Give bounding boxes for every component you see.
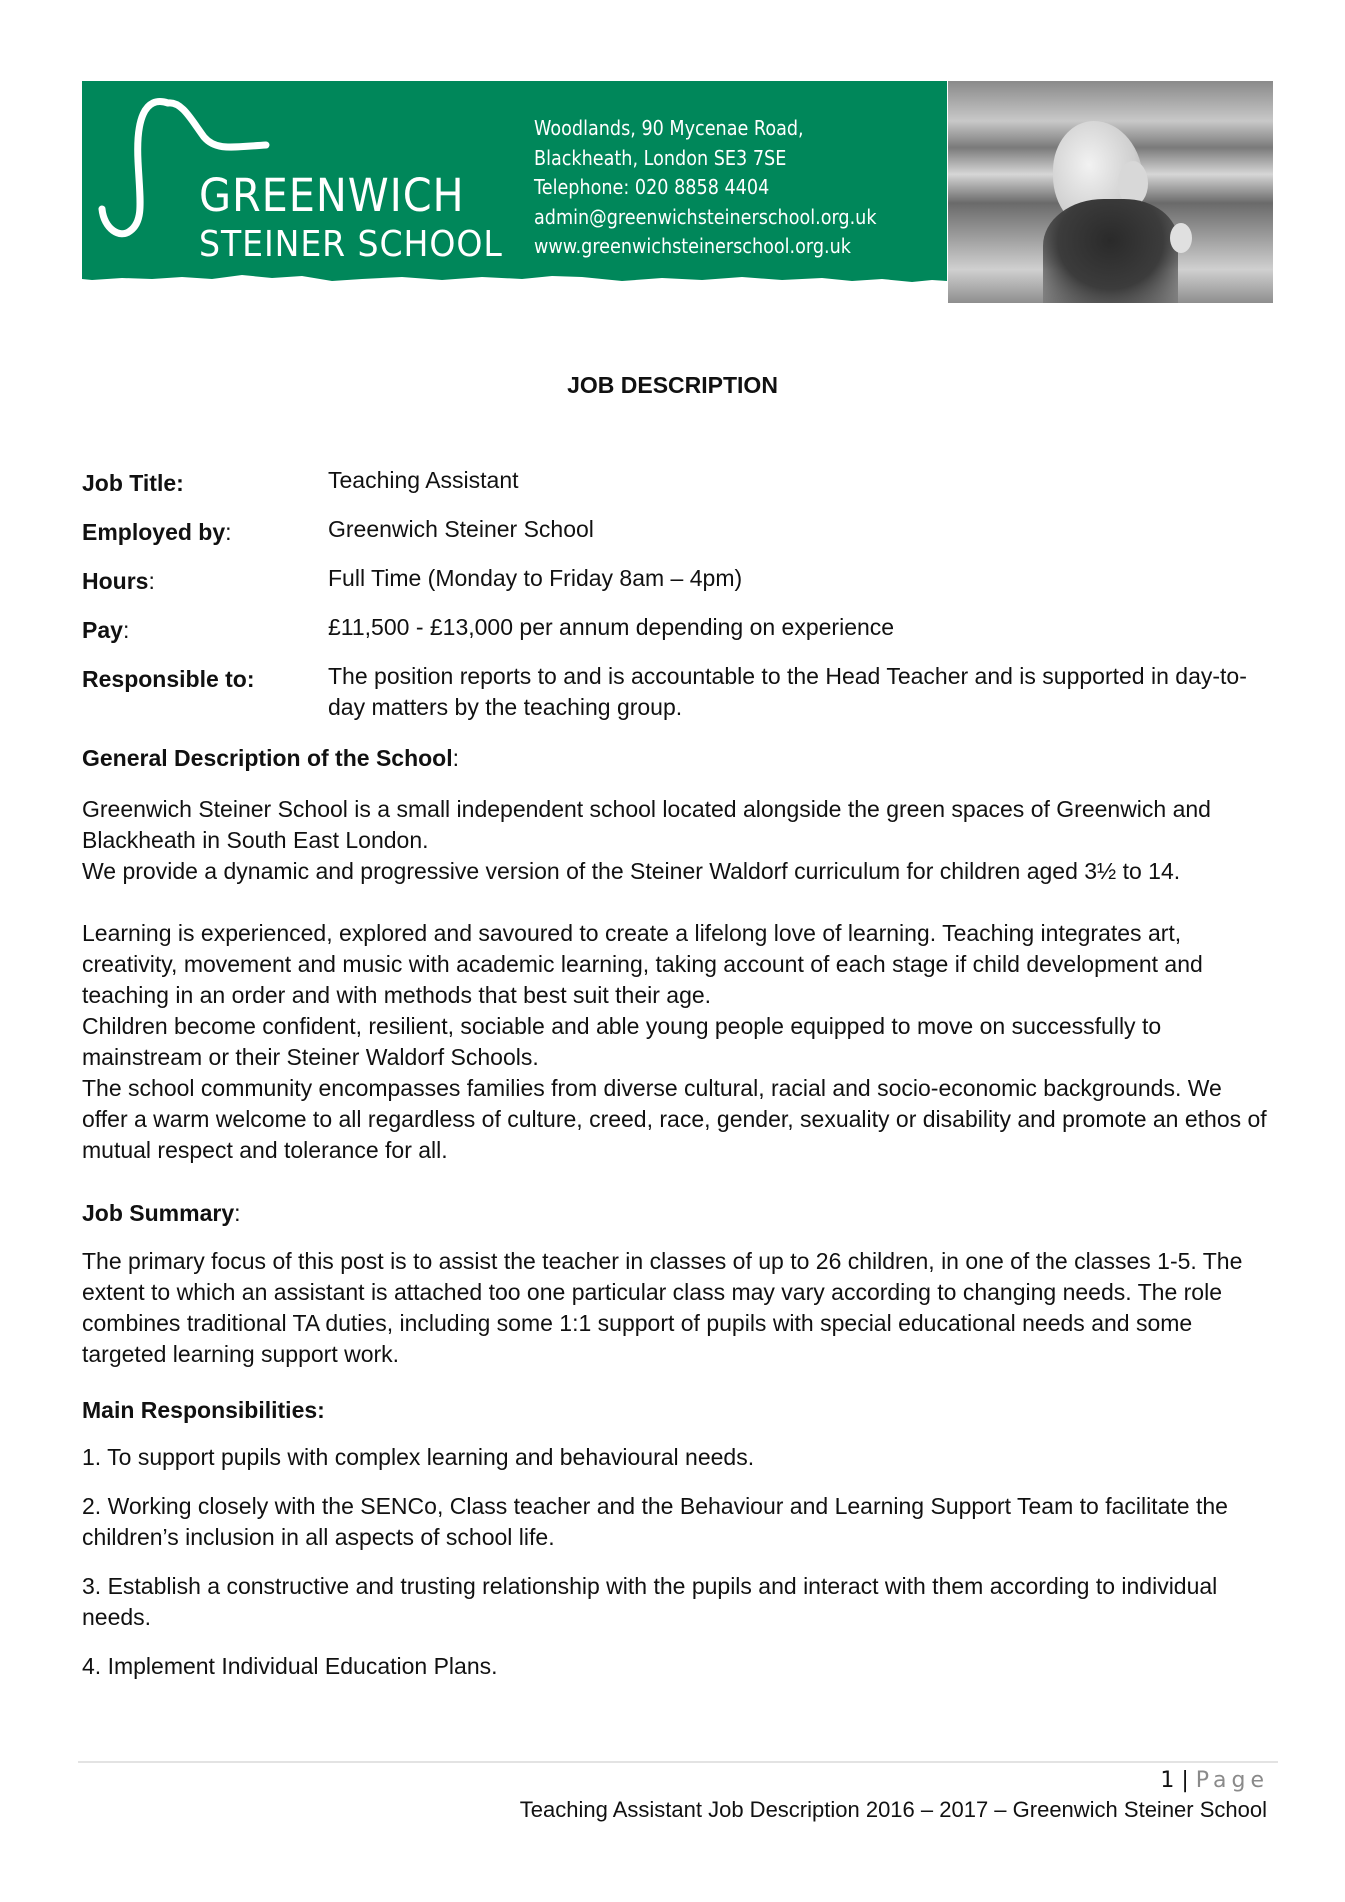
field-value-responsible-to: The position reports to and is accountable to the Head Teacher and is supported in day-to-day matters by the teaching group. [328,663,1247,720]
section-heading-general-description: General Description of the School: [82,745,460,771]
contact-address-line1: Woodlands, 90 Mycenae Road, [534,116,804,140]
section-heading-job-summary: Job Summary: [82,1200,241,1226]
field-label-responsible-to: Responsible to: [82,666,255,692]
logo-wordmark-line1: GREENWICH [199,169,465,222]
responsibility-item-1: 1. To support pupils with complex learning and behavioural needs. [82,1444,755,1470]
contact-telephone: Telephone: 020 8858 4404 [534,175,770,199]
photo-hand [1170,223,1192,253]
field-value-employed-by: Greenwich Steiner School [328,516,594,542]
general-description-paragraph-1: Greenwich Steiner School is a small independent school located alongside the green spaces of Greenwich and Blackheath in South East London. [82,796,1211,853]
page-number [1160,1768,1269,1793]
photo-coat [1043,199,1178,303]
field-label-hours: Hours: [82,568,155,594]
general-description-paragraph-3: Learning is experienced, explored and savoured to create a lifelong love of learning. Teaching integrates art, creativity, movement and music with academic learning, taking account of each stage if child development and teaching in an order and with methods that best suit their age. [82,920,1203,1008]
contact-address-line2: Blackheath, London SE3 7SE [534,145,787,170]
field-label-pay: Pay: [82,617,130,643]
contact-block [534,114,877,262]
page-word: Page [1195,1768,1269,1793]
page-number-separator: | [1181,1768,1189,1793]
field-value-pay: £11,500 - £13,000 per annum depending on experience [328,614,895,640]
page-number-value: 1 [1160,1768,1175,1793]
field-value-hours: Full Time (Monday to Friday 8am – 4pm) [328,565,743,591]
general-description-paragraph-5: The school community encompasses families from diverse cultural, racial and socio-economic backgrounds. We offer a warm welcome to all regardless of culture, creed, race, gender, sexuality or disability and promote an ethos of mutual respect and tolerance for all. [82,1075,1267,1163]
field-label-job-title: Job Title: [82,470,184,496]
field-value-job-title: Teaching Assistant [328,467,519,493]
responsibility-item-2: 2. Working closely with the SENCo, Class teacher and the Behaviour and Learning Support Team to facilitate the children’s inclusion in all aspects of school life. [82,1493,1228,1550]
responsibility-item-4: 4. Implement Individual Education Plans. [82,1653,498,1679]
page-title: JOB DESCRIPTION [567,372,778,398]
responsibility-item-3: 3. Establish a constructive and trusting relationship with the pupils and interact with them according to individual needs. [82,1573,1218,1630]
field-label-employed-by: Employed by: [82,519,232,545]
footer-divider [78,1761,1278,1763]
letterhead-banner [82,81,947,303]
general-description-paragraph-2: We provide a dynamic and progressive version of the Steiner Waldorf curriculum for children aged 3½ to 14. [82,858,1181,884]
running-child-photo [948,81,1273,303]
job-summary-paragraph: The primary focus of this post is to assist the teacher in classes of up to 26 children, in one of the classes 1-5. The extent to which an assistant is attached too one particular class may vary according to changing needs. The role combines traditional TA duties, including some 1:1 support of pupils with special educational needs and some targeted learning support work. [82,1248,1243,1367]
contact-website[interactable]: www.greenwichsteinerschool.org.uk [534,234,851,258]
general-description-paragraph-4: Children become confident, resilient, sociable and able young people equipped to move on successfully to mainstream or their Steiner Waldorf Schools. [82,1013,1162,1070]
logo-wordmark-line2: STEINER SCHOOL [199,224,503,265]
footer-caption: Teaching Assistant Job Description 2016 – 2017 – Greenwich Steiner School [519,1797,1267,1822]
section-heading-main-responsibilities: Main Responsibilities: [82,1397,325,1423]
contact-email[interactable]: admin@greenwichsteinerschool.org.uk [534,204,877,229]
